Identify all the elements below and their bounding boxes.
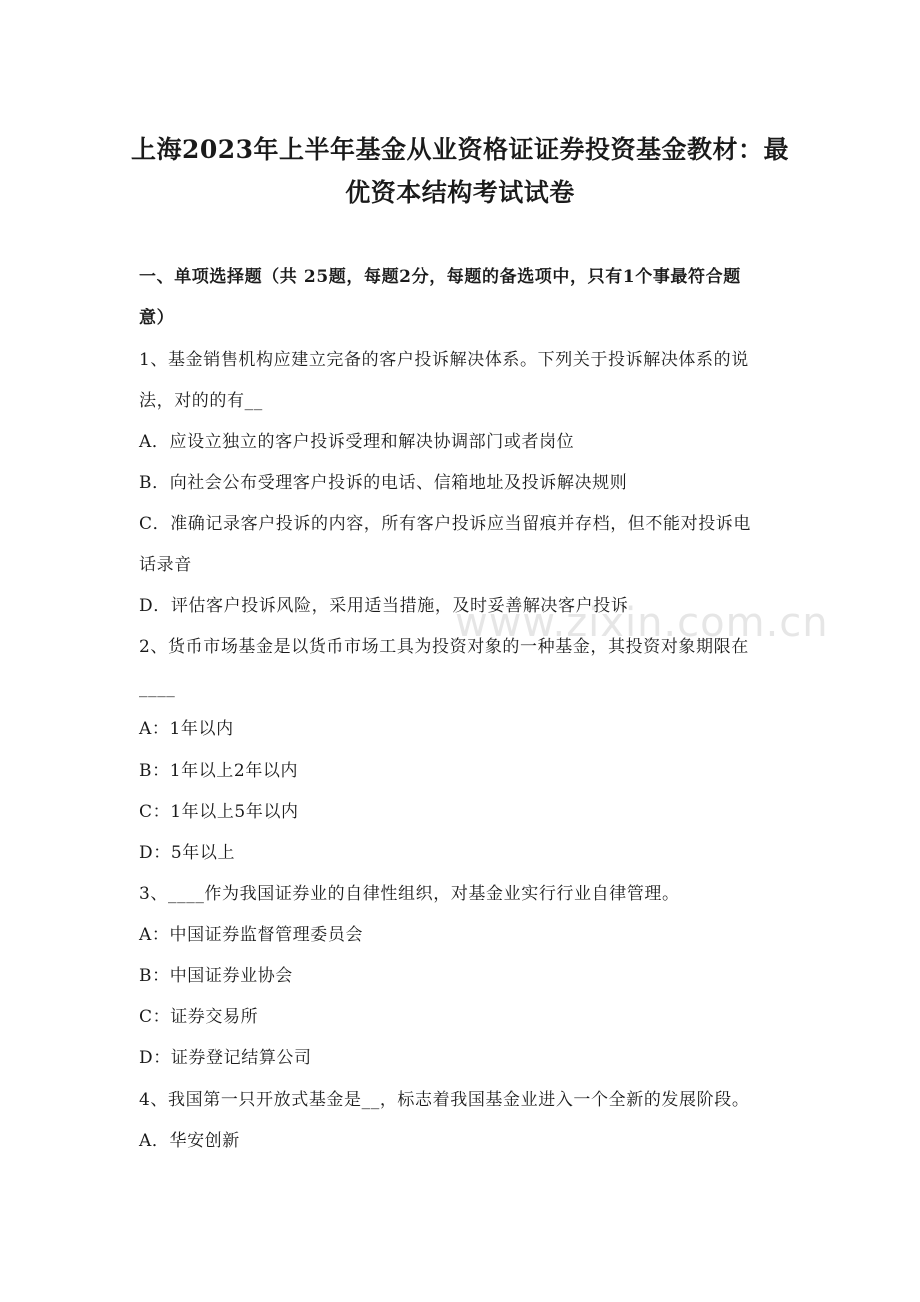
question-2-stem-line-1: 2、货币市场基金是以货币市场工具为投资对象的一种基金，其投资对象期限在 [139,637,749,657]
question-1-option-d: D．评估客户投诉风险，采用适当措施，及时妥善解决客户投诉 [139,596,629,616]
question-2-option-a: A：1年以内 [139,719,234,739]
question-1-option-c-line-2: 话录音 [139,555,192,575]
question-1-stem-line-1: 1、基金销售机构应建立完备的客户投诉解决体系。下列关于投诉解决体系的说 [139,350,749,370]
question-3-option-d: D：证券登记结算公司 [139,1048,312,1068]
question-1-option-c-line-1: C．准确记录客户投诉的内容，所有客户投诉应当留痕并存档，但不能对投诉电 [139,514,752,534]
question-2-option-c: C：1年以上5年以内 [139,802,299,822]
question-1-stem-line-2: 法，对的的有__ [139,391,263,411]
question-2-option-d: D：5年以上 [139,843,236,863]
document-title [120,128,800,214]
title-line-2: 优资本结构考试试卷 [345,178,575,207]
question-3-option-a: A：中国证券监督管理委员会 [139,925,364,945]
question-2-option-b: B：1年以上2年以内 [139,761,299,781]
question-4-stem: 4、我国第一只开放式基金是__，标志着我国基金业进入一个全新的发展阶段。 [139,1090,750,1110]
question-1-option-b: B．向社会公布受理客户投诉的电话、信箱地址及投诉解决规则 [139,473,628,493]
title-line-1: 上海2023年上半年基金从业资格证证券投资基金教材：最 [130,135,790,164]
watermark: www.zixin.com.cn [455,600,829,646]
section-heading-line-2: 意） [139,308,175,328]
question-2-stem-line-2: ____ [139,678,176,698]
question-3-stem: 3、____作为我国证券业的自律性组织，对基金业实行行业自律管理。 [139,884,680,904]
question-1-option-a: A．应设立独立的客户投诉受理和解决协调部门或者岗位 [139,432,575,452]
question-4-option-a: A．华安创新 [139,1131,240,1151]
section-heading-line-1: 一、单项选择题（共 25题，每题2分，每题的备选项中，只有1个事最符合题 [139,267,741,287]
question-3-option-b: B：中国证券业协会 [139,966,293,986]
question-3-option-c: C：证券交易所 [139,1007,259,1027]
